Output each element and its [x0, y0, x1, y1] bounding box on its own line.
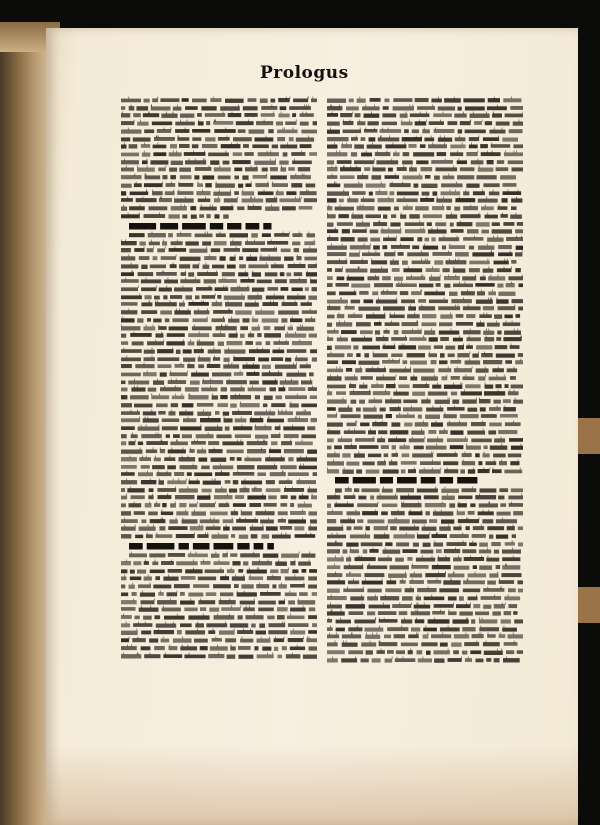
text-line: [327, 563, 523, 571]
text-line: [121, 96, 317, 104]
text-line: [121, 559, 317, 567]
text-line: [121, 285, 317, 293]
text-line: [121, 439, 317, 447]
water-stain: [46, 745, 578, 825]
text-line: [327, 609, 523, 617]
text-line: [327, 343, 523, 351]
text-line: [121, 339, 317, 347]
text-line: [327, 266, 523, 274]
text-line: [121, 605, 317, 613]
text-line: [121, 501, 317, 509]
text-line: [121, 478, 317, 486]
text-line: [327, 189, 523, 197]
text-line: [327, 443, 523, 451]
text-line: [121, 173, 317, 181]
text-line: [327, 165, 523, 173]
text-line: [327, 374, 523, 382]
text-line: [327, 281, 523, 289]
text-line: [327, 656, 523, 664]
text-line: [327, 540, 523, 548]
text-line: [121, 470, 317, 478]
text-line: [327, 250, 523, 258]
text-line: [121, 590, 317, 598]
text-line: [327, 524, 523, 532]
text-line: [327, 289, 523, 297]
text-line: [121, 189, 317, 197]
text-line: [121, 331, 317, 339]
text-line: [121, 262, 317, 270]
text-line: [121, 424, 317, 432]
text-line: [327, 632, 523, 640]
text-line: [121, 308, 317, 316]
text-line: [327, 389, 523, 397]
text-line: [327, 420, 523, 428]
text-line: [121, 598, 317, 606]
text-line: [121, 652, 317, 660]
text-line: [121, 119, 317, 127]
text-line: [327, 547, 523, 555]
text-line: [121, 636, 317, 644]
text-line: [327, 328, 523, 336]
text-line: [327, 412, 523, 420]
text-line: [327, 467, 523, 475]
section-heading: [121, 541, 317, 552]
text-line: [327, 493, 523, 501]
text-line: [327, 555, 523, 563]
text-line: [121, 181, 317, 189]
text-line: [121, 409, 317, 417]
text-line: [327, 517, 523, 525]
right-text-column: [327, 96, 523, 663]
text-line: [121, 135, 317, 143]
text-line: [121, 574, 317, 582]
text-line: [327, 451, 523, 459]
text-line: [121, 111, 317, 119]
text-line: [327, 571, 523, 579]
text-line: [121, 212, 317, 220]
text-line: [121, 613, 317, 621]
text-line: [327, 594, 523, 602]
text-line: [121, 370, 317, 378]
text-line: [327, 104, 523, 112]
text-line: [327, 119, 523, 127]
text-line: [121, 385, 317, 393]
text-line: [327, 204, 523, 212]
text-line: [327, 243, 523, 251]
text-line: [121, 204, 317, 212]
text-line: [327, 297, 523, 305]
text-line: [121, 246, 317, 254]
text-line: [121, 270, 317, 278]
text-line: [327, 235, 523, 243]
text-line: [327, 459, 523, 467]
text-line: [121, 150, 317, 158]
text-line: [121, 254, 317, 262]
text-line: [121, 551, 317, 559]
text-line: [327, 181, 523, 189]
text-line: [327, 96, 523, 104]
text-line: [327, 274, 523, 282]
text-line: [327, 212, 523, 220]
text-line: [121, 277, 317, 285]
text-line: [327, 532, 523, 540]
text-line: [121, 486, 317, 494]
text-line: [121, 567, 317, 575]
text-line: [121, 324, 317, 332]
text-line: [121, 401, 317, 409]
text-line: [121, 524, 317, 532]
text-line: [121, 355, 317, 363]
text-line: [327, 358, 523, 366]
text-line: [327, 196, 523, 204]
text-line: [327, 220, 523, 228]
text-line: [327, 142, 523, 150]
text-line: [327, 625, 523, 633]
text-line: [327, 351, 523, 359]
text-line: [327, 648, 523, 656]
text-line: [121, 316, 317, 324]
text-line: [327, 428, 523, 436]
section-heading: [327, 475, 523, 486]
text-line: [327, 111, 523, 119]
text-line: [121, 621, 317, 629]
text-line: [121, 127, 317, 135]
text-line: [327, 227, 523, 235]
text-line: [327, 304, 523, 312]
text-line: [327, 436, 523, 444]
text-line: [121, 196, 317, 204]
text-line: [327, 135, 523, 143]
text-line: [121, 463, 317, 471]
text-line: [327, 509, 523, 517]
left-text-column: [121, 96, 317, 659]
text-line: [121, 362, 317, 370]
text-line: [327, 602, 523, 610]
text-line: [121, 582, 317, 590]
text-line: [327, 382, 523, 390]
text-line: [121, 509, 317, 517]
text-line: [327, 640, 523, 648]
text-line: [121, 239, 317, 247]
section-heading: [121, 221, 317, 232]
text-line: [327, 586, 523, 594]
book-binding: [0, 22, 46, 825]
text-line: [121, 432, 317, 440]
text-line: [121, 493, 317, 501]
text-line: [121, 231, 317, 239]
text-line: [121, 532, 317, 540]
text-line: [121, 393, 317, 401]
page-edge-tab: [578, 418, 600, 454]
text-line: [121, 455, 317, 463]
page-edge-tab: [578, 587, 600, 623]
text-line: [327, 405, 523, 413]
text-line: [327, 320, 523, 328]
text-line: [327, 501, 523, 509]
text-line: [327, 486, 523, 494]
text-line: [327, 335, 523, 343]
text-line: [121, 300, 317, 308]
text-line: [327, 617, 523, 625]
text-line: [327, 397, 523, 405]
text-line: [121, 104, 317, 112]
text-line: [121, 165, 317, 173]
text-line: [121, 644, 317, 652]
running-title: Prologus: [260, 63, 349, 83]
text-line: [121, 158, 317, 166]
text-line: [327, 578, 523, 586]
text-line: [121, 517, 317, 525]
text-line: [327, 258, 523, 266]
text-line: [121, 447, 317, 455]
text-line: [327, 158, 523, 166]
text-line: [327, 173, 523, 181]
text-line: [327, 127, 523, 135]
text-line: [121, 142, 317, 150]
text-line: [121, 347, 317, 355]
text-line: [121, 628, 317, 636]
text-line: [121, 378, 317, 386]
text-line: [121, 293, 317, 301]
text-line: [327, 312, 523, 320]
text-line: [327, 366, 523, 374]
text-line: [327, 150, 523, 158]
text-line: [121, 416, 317, 424]
